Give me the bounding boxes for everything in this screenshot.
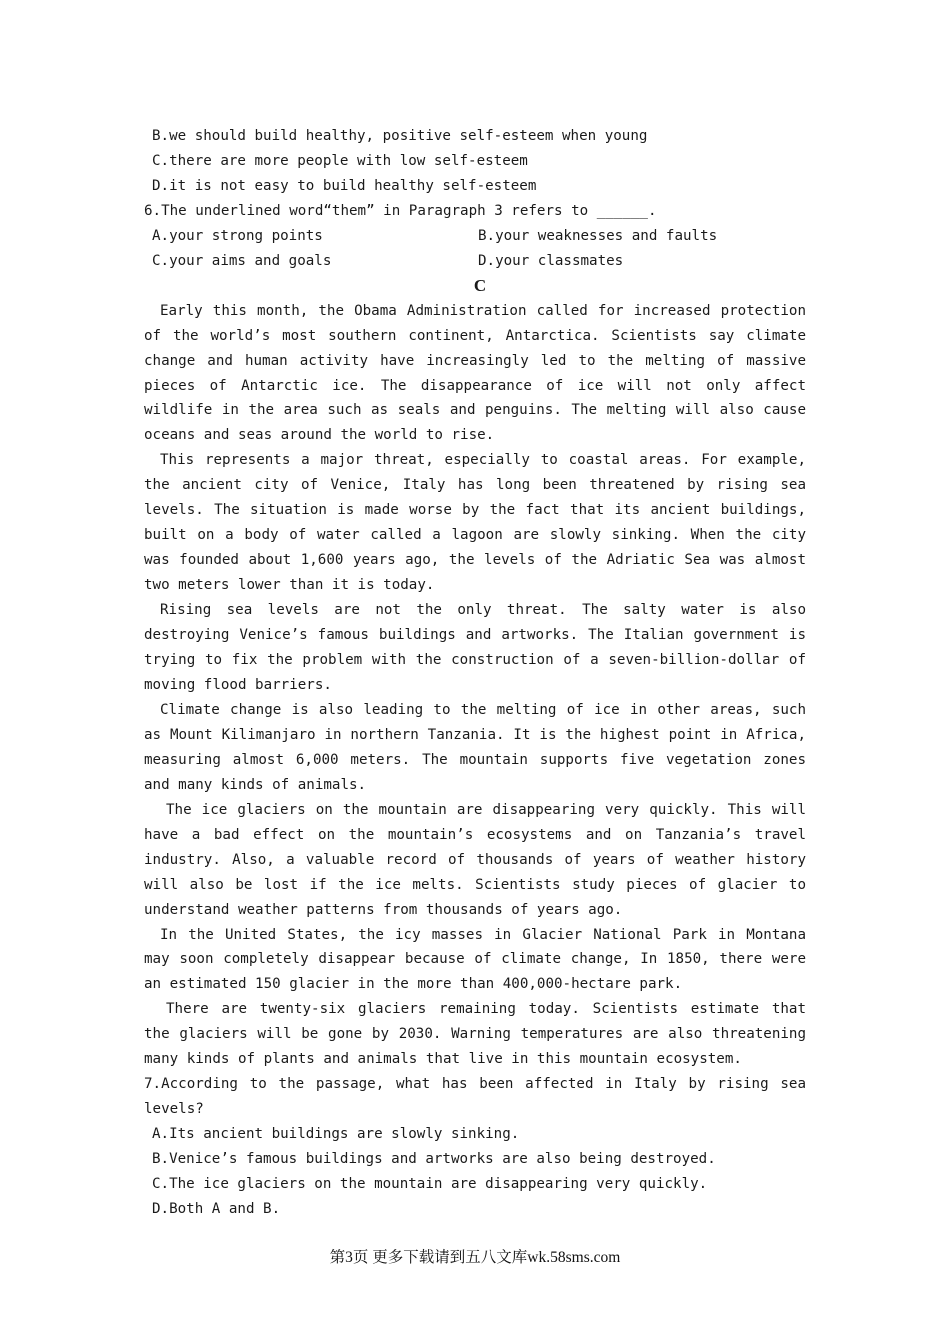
worksheet-page — [144, 124, 806, 1222]
q6-stem: 6.The underlined word“them” in Paragraph 3 refers to ______. — [144, 202, 657, 219]
q6-options-row-1 — [144, 224, 806, 249]
q6-option-d: D.your classmates — [478, 252, 624, 269]
q7-option-c: C.The ice glaciers on the mountain are disappearing very quickly. — [152, 1176, 708, 1193]
q6-option-a: A.your strong points — [152, 227, 323, 244]
passage-paragraph-7: There are twenty-six glaciers remaining today. Scientists estimate that the glaciers will be gone by 2030. Warning temperatures are also threatening many kinds of plants and animals that live in this mountain ecosystem. — [144, 1001, 806, 1068]
page-footer: 第3页 更多下载请到五八文库wk.58sms.com — [329, 1249, 621, 1266]
q6-option-b: B.your weaknesses and faults — [478, 227, 718, 244]
passage-paragraph-4: Climate change is also leading to the melting of ice in other areas, such as Mount Kilimanjaro in northern Tanzania. It is the highest point in Africa, measuring almost 6,000 meters. The mountain supports five vegetation zones and many kinds of animals. — [144, 701, 806, 793]
passage-paragraph-5: The ice glaciers on the mountain are disappearing very quickly. This will have a bad effect on the mountain’s ecosystems and on Tanzania’s travel industry. Also, a valuable record of thousands of years of weather history will also be lost if the ice melts. Scientists study pieces of glacier to understand weather patterns from thousands of years ago. — [144, 801, 806, 918]
q7-option-d: D.Both A and B. — [152, 1200, 281, 1217]
q5-option-c: C.there are more people with low self-esteem — [152, 152, 528, 169]
q7-option-a: A.Its ancient buildings are slowly sinking. — [152, 1126, 520, 1143]
passage-paragraph-2: This represents a major threat, especially to coastal areas. For example, the ancient city of Venice, Italy has long been threatened by rising sea levels. The situation is made worse by the fact that its ancient buildings, built on a body of water called a lagoon are slowly sinking. When the city was founded about 1,600 years ago, the levels of the Adriatic Sea was almost two meters lower than it is today. — [144, 452, 806, 594]
q6-options-row-2 — [144, 249, 806, 274]
q5-option-b: B.we should build healthy, positive self-esteem when young — [152, 128, 648, 144]
q6-option-c: C.your aims and goals — [152, 252, 332, 269]
passage-paragraph-1: Early this month, the Obama Administration called for increased protection of the world’s most southern continent, Antarctica. Scientists say climate change and human activity have increasingly led to the melting of massive pieces of Antarctic ice. The disappearance of ice will not only affect wildlife in the area such as seals and penguins. The melting will also cause oceans and seas around the world to rise. — [144, 302, 806, 444]
passage-paragraph-6: In the United States, the icy masses in Glacier National Park in Montana may soon completely disappear because of climate change, In 1850, there were an estimated 150 glacier in the more than 400,000-hectare park. — [144, 926, 806, 993]
passage-paragraph-3: Rising sea levels are not the only threat. The salty water is also destroying Venice’s famous buildings and artworks. The Italian government is trying to fix the problem with the construction of a seven-billion-dollar of moving flood barriers. — [144, 602, 806, 693]
section-c-heading: C — [473, 275, 487, 295]
q7-stem: 7.According to the passage, what has been affected in Italy by rising sea levels? — [144, 1076, 806, 1118]
q7-option-b: B.Venice’s famous buildings and artworks are also being destroyed. — [152, 1151, 716, 1168]
q5-option-d: D.it is not easy to build healthy self-esteem — [152, 177, 537, 194]
